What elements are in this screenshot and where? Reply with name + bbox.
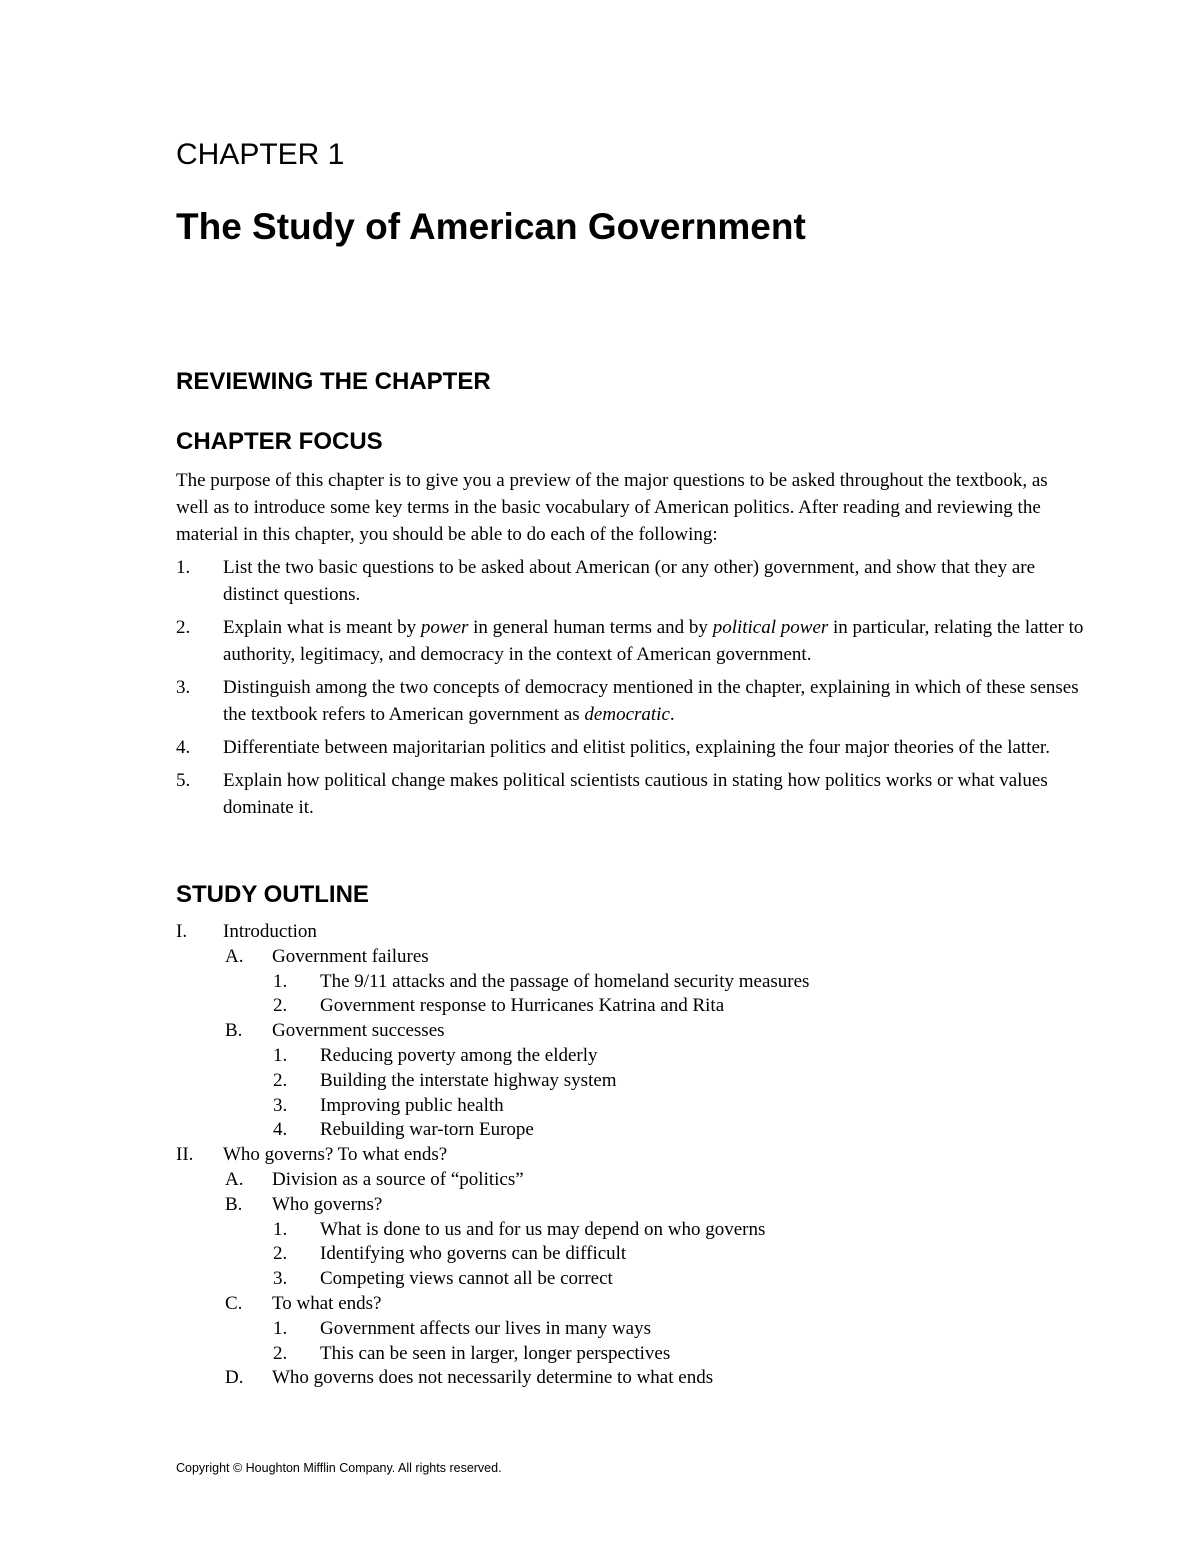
outline-text: What is done to us and for us may depend on who governs: [320, 1218, 766, 1240]
outline-marker: A.: [225, 945, 244, 967]
goal-emphasis: power: [420, 617, 469, 638]
study-outline-heading: STUDY OUTLINE: [176, 881, 369, 908]
outline-marker: C.: [225, 1292, 243, 1314]
outline-text: To what ends?: [272, 1292, 382, 1314]
outline-marker: 1.: [273, 1044, 288, 1066]
outline-marker: A.: [225, 1168, 244, 1190]
goal-text: List the two basic questions to be asked about American (or any other) government, and show that they are distinct questions.: [223, 557, 1036, 605]
outline-marker: 1.: [273, 970, 288, 992]
outline-marker: 2.: [273, 995, 288, 1017]
outline-text: Government response to Hurricanes Katrina and Rita: [320, 995, 725, 1017]
outline-row: [176, 1143, 1076, 1168]
chapter-title: The Study of American Government: [176, 206, 806, 247]
outline-text: Government failures: [272, 945, 429, 967]
goal-number: 5.: [176, 770, 191, 791]
outline-row: [176, 1094, 1076, 1119]
goal-text: Differentiate between majoritarian politics and elitist politics, explaining the four major theories of the latter.: [223, 737, 1050, 758]
outline-text: Introduction: [223, 921, 317, 942]
outline-row: [176, 1342, 1076, 1367]
goal-text: Explain what is meant by: [223, 617, 421, 638]
outline-row: [176, 1118, 1076, 1143]
outline-row: [176, 970, 1076, 995]
outline-text: Rebuilding war-torn Europe: [320, 1119, 534, 1141]
goal-item: [176, 614, 1086, 668]
goal-item: [176, 767, 1086, 821]
outline-text: This can be seen in larger, longer perspectives: [320, 1342, 671, 1364]
outline-marker: 4.: [273, 1119, 288, 1141]
outline-text: Identifying who governs can be difficult: [320, 1243, 627, 1265]
outline-marker: 1.: [273, 1317, 288, 1339]
goal-number: 4.: [176, 737, 191, 758]
goal-text: Distinguish among the two concepts of democracy mentioned in the chapter, explaining in which of these senses the textbook refers to American government as: [223, 677, 1079, 725]
outline-text: Reducing poverty among the elderly: [320, 1044, 598, 1066]
outline-marker: 3.: [273, 1094, 288, 1116]
outline-row: [176, 920, 1076, 945]
outline-row: [176, 1019, 1076, 1044]
outline-text: Government affects our lives in many ways: [320, 1317, 652, 1339]
outline-marker: I.: [176, 921, 188, 942]
outline-marker: 2.: [273, 1243, 288, 1265]
outline-row: [176, 1267, 1076, 1292]
outline-row: [176, 1044, 1076, 1069]
outline-row: [176, 1292, 1076, 1317]
learning-goals-list: [176, 554, 1086, 827]
outline-marker: II.: [176, 1144, 194, 1166]
goal-number: 2.: [176, 617, 191, 638]
outline-row: [176, 1069, 1076, 1094]
outline-marker: 2.: [273, 1069, 288, 1091]
outline-marker: 2.: [273, 1342, 288, 1364]
outline-marker: D.: [225, 1367, 244, 1389]
outline-row: [176, 1366, 1076, 1391]
copyright-footer: Copyright © Houghton Mifflin Company. All rights reserved.: [176, 1461, 502, 1475]
goal-item: [176, 554, 1086, 608]
outline-row: [176, 994, 1076, 1019]
outline-marker: 3.: [273, 1268, 288, 1290]
outline-text: Who governs?: [272, 1193, 383, 1215]
outline-marker: B.: [225, 1193, 243, 1215]
goal-number: 1.: [176, 557, 191, 578]
outline-text: Building the interstate highway system: [320, 1069, 617, 1091]
chapter-focus-heading: CHAPTER FOCUS: [176, 428, 383, 455]
chapter-label: CHAPTER 1: [176, 138, 345, 171]
outline-marker: B.: [225, 1020, 243, 1042]
outline-text: Who governs? To what ends?: [223, 1144, 448, 1166]
outline-text: Competing views cannot all be correct: [320, 1268, 613, 1290]
goal-item: [176, 734, 1086, 761]
outline-row: [176, 1168, 1076, 1193]
chapter-focus-intro: The purpose of this chapter is to give you a preview of the major questions to be asked throughout the textbook, as well as to introduce some key terms in the basic vocabulary of American politics. After reading and reviewing the material in this chapter, you should be able to do each of the following:: [176, 470, 1048, 545]
study-outline: [176, 920, 1076, 1391]
goal-text: in particular, relating the latter to authority, legitimacy, and democracy in the context of American government.: [223, 617, 1084, 665]
outline-marker: 1.: [273, 1218, 288, 1240]
outline-text: Government successes: [272, 1020, 445, 1042]
outline-text: The 9/11 attacks and the passage of homeland security measures: [320, 970, 810, 992]
outline-row: [176, 1317, 1076, 1342]
outline-row: [176, 1193, 1076, 1218]
outline-row: [176, 945, 1076, 970]
outline-text: Improving public health: [320, 1094, 504, 1116]
goal-emphasis: democratic: [584, 704, 670, 725]
goal-text: in general human terms and by: [468, 617, 713, 638]
goal-emphasis: political power: [712, 617, 829, 638]
outline-text: Division as a source of “politics”: [272, 1168, 524, 1190]
outline-row: [176, 1218, 1076, 1243]
outline-row: [176, 1242, 1076, 1267]
goal-item: [176, 674, 1086, 728]
goal-text: .: [669, 704, 675, 725]
outline-text: Who governs does not necessarily determine to what ends: [272, 1367, 714, 1389]
goal-text: Explain how political change makes political scientists cautious in stating how politics works or what values dominate it.: [223, 770, 1048, 818]
reviewing-heading: REVIEWING THE CHAPTER: [176, 368, 491, 395]
goal-number: 3.: [176, 677, 191, 698]
